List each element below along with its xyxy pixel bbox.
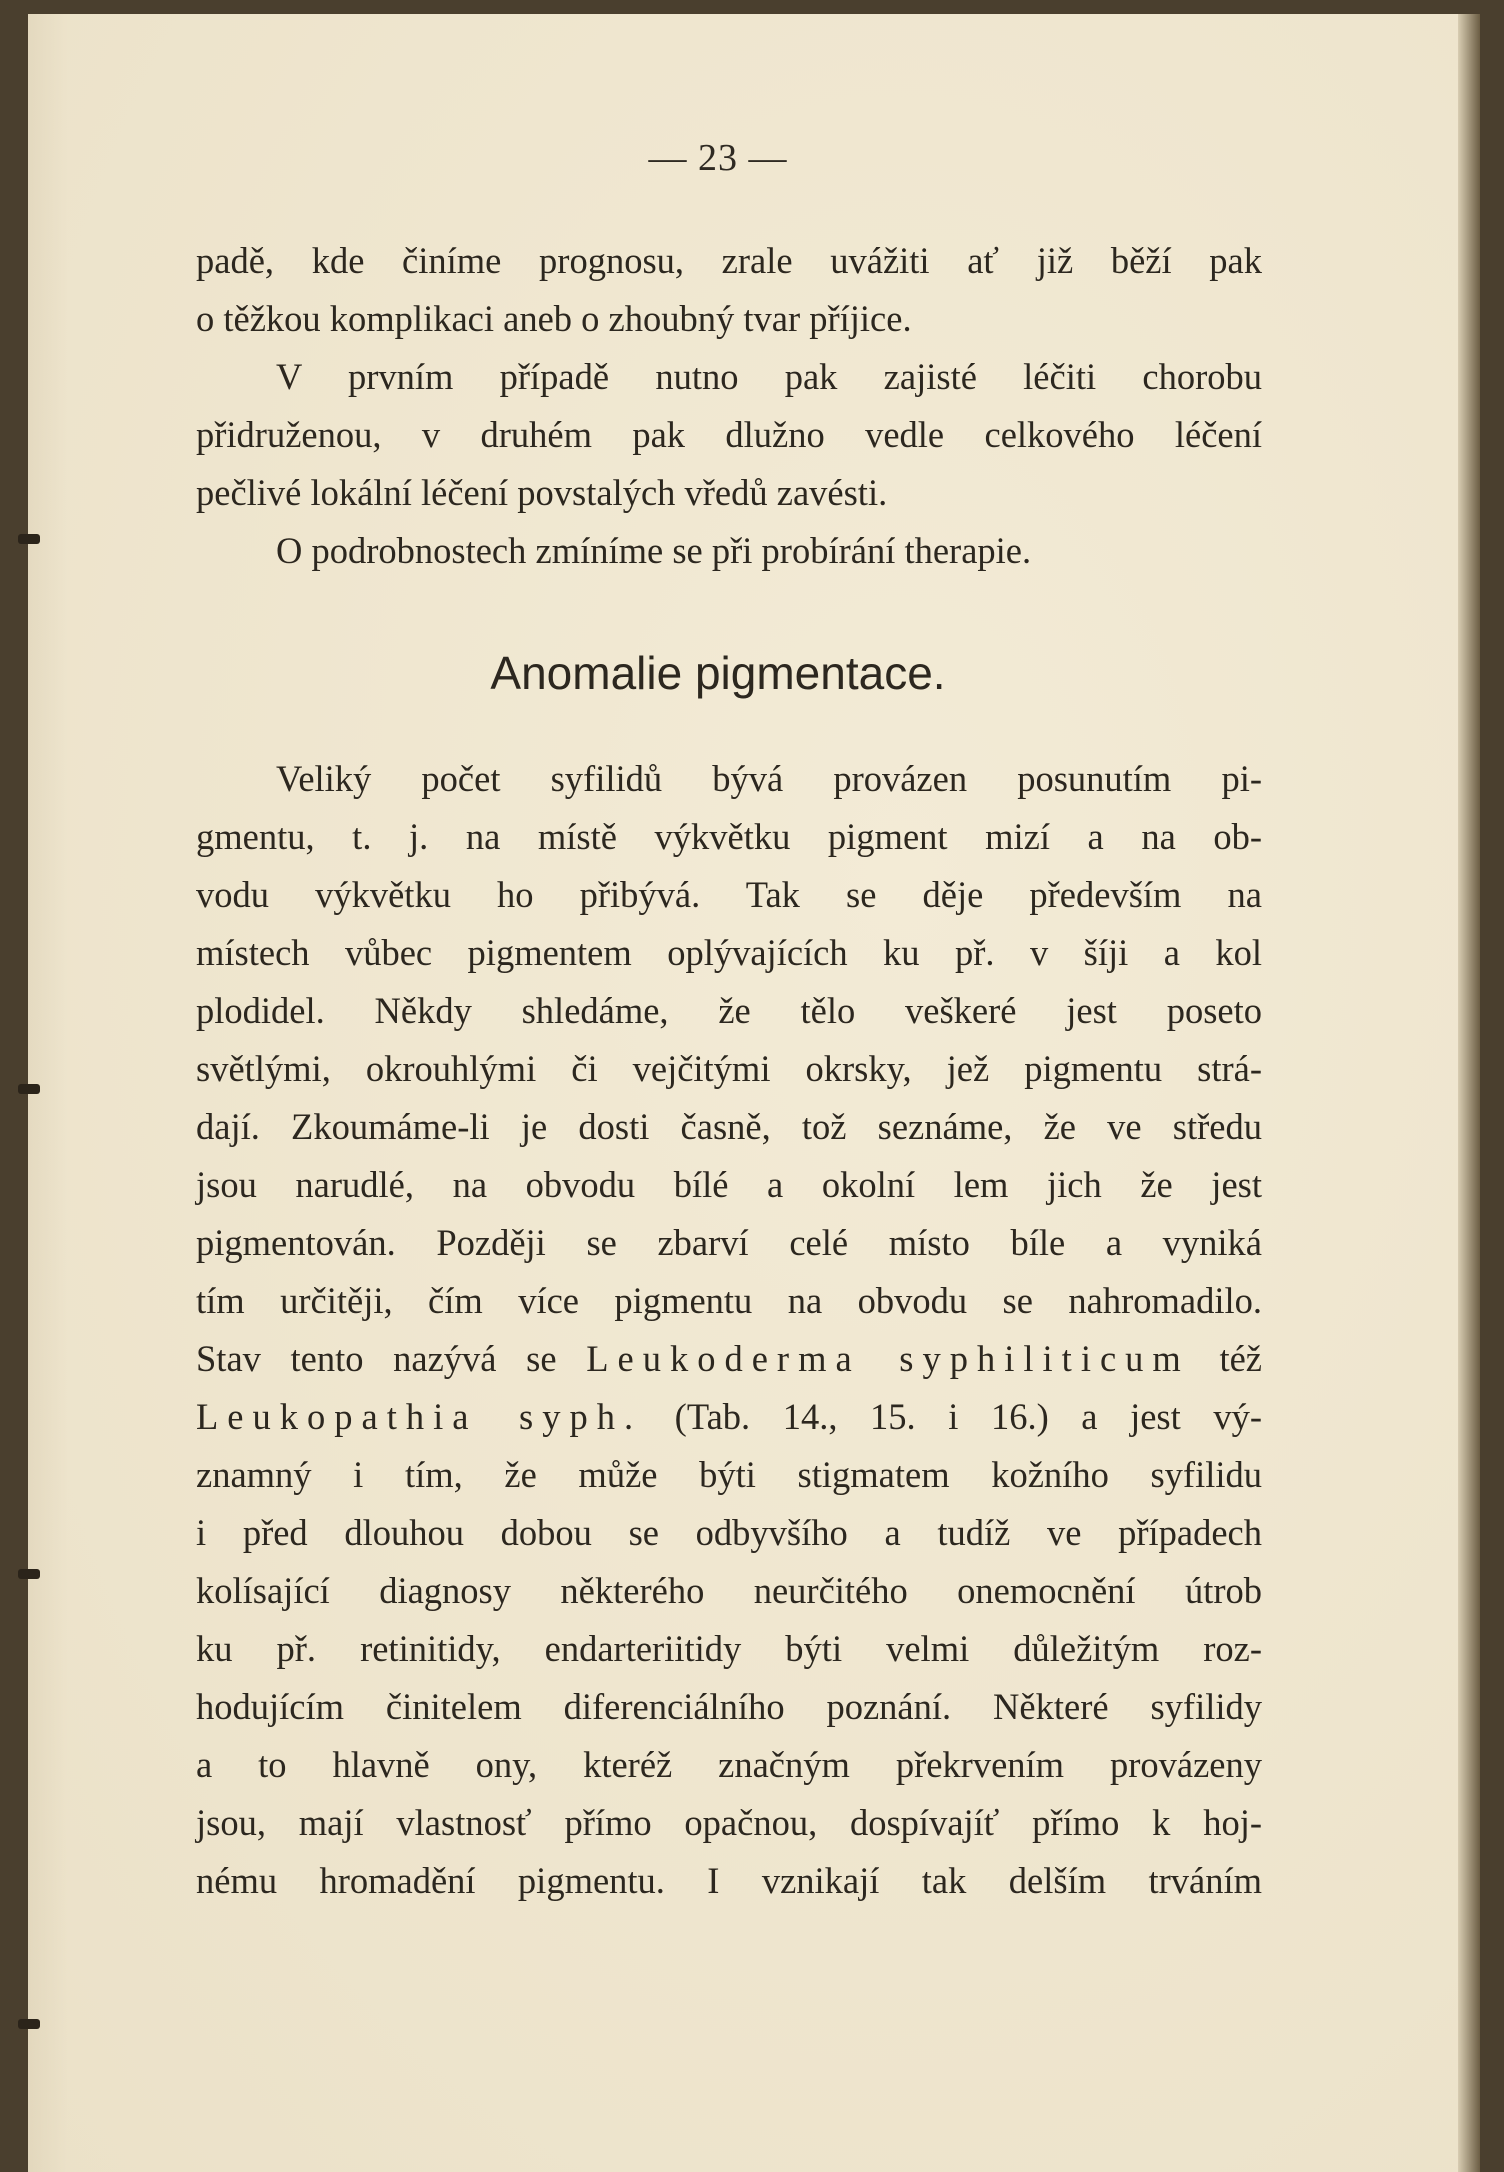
text-line [196,1330,1262,1388]
binding-thread-mark [18,2019,40,2029]
emphasized-term: Leukopathia syph. [196,1396,643,1437]
text-line: vodu výkvětku ho přibývá. Tak se děje především na [196,874,1262,915]
text-line: hodujícím činitelem diferenciálního poznání. Některé syfilidy [196,1686,1262,1727]
text-line: gmentu, t. j. na místě výkvětku pigment mizí a na ob- [196,816,1262,857]
emphasized-term: Leukoderma syphiliticum [586,1338,1190,1379]
main-paragraph [196,750,1262,1910]
text-line: přidruženou, v druhém pak dlužno vedle celkového léčení [196,414,1262,455]
binding-thread-mark [18,534,40,544]
text-line: světlými, okrouhlými či vejčitými okrsky, jež pigmentu strá- [196,1048,1262,1089]
text-line: jsou, mají vlastnosť přímo opačnou, dospívajíť přímo k hoj- [196,1802,1262,1843]
text-line: o těžkou komplikaci aneb o zhoubný tvar příjice. [196,298,912,339]
text-line: pigmentován. Později se zbarví celé místo bíle a vyniká [196,1222,1262,1263]
top-paragraph [196,232,1262,580]
text-line: místech vůbec pigmentem oplývajících ku př. v šíji a kol [196,932,1262,973]
binding-thread-mark [18,1084,40,1094]
text-line: znamný i tím, že může býti stigmatem kožního syfilidu [196,1454,1262,1495]
text-line: kolísající diagnosy některého neurčitého onemocnění útrob [196,1570,1262,1611]
text-line: pečlivé lokální léčení povstalých vředů zavésti. [196,472,888,513]
section-heading: Anomalie pigmentace. [490,647,946,699]
text-line: O podrobnostech zmíníme se při probírání therapie. [276,530,1032,571]
text-line: tím určitěji, čím více pigmentu na obvodu se nahromadilo. [196,1280,1262,1321]
book-page [28,14,1480,2172]
text-line: a to hlavně ony, kteréž značným překrvením provázeny [196,1744,1262,1785]
text-fragment: (Tab. 14., 15. i 16.) a jest vý- [674,1396,1262,1437]
text-line [196,1388,1262,1446]
text-line: Veliký počet syfilidů bývá provázen posunutím pi- [276,758,1262,799]
text-line: dají. Zkoumáme-li je dosti časně, tož seznáme, že ve středu [196,1106,1262,1147]
text-fragment: Stav tento nazývá se [196,1338,557,1379]
page-edge-shadow [1458,14,1480,2172]
text-line: ku př. retinitidy, endarteriitidy býti velmi důležitým roz- [196,1628,1262,1669]
text-line: V prvním případě nutno pak zajisté léčiti chorobu [276,356,1262,397]
text-line: plodidel. Někdy shledáme, že tělo veškeré jest poseto [196,990,1262,1031]
binding-thread-mark [18,1569,40,1579]
text-line: jsou narudlé, na obvodu bílé a okolní lem jich že jest [196,1164,1262,1205]
text-line: nému hromadění pigmentu. I vznikají tak delším trváním [196,1860,1262,1901]
text-fragment: též [1219,1338,1263,1379]
text-line: padě, kde činíme prognosu, zrale uvážiti ať již běží pak [196,240,1262,281]
text-line: i před dlouhou dobou se odbyvšího a tudíž ve případech [196,1512,1262,1553]
page-number: — 23 — [648,137,788,179]
